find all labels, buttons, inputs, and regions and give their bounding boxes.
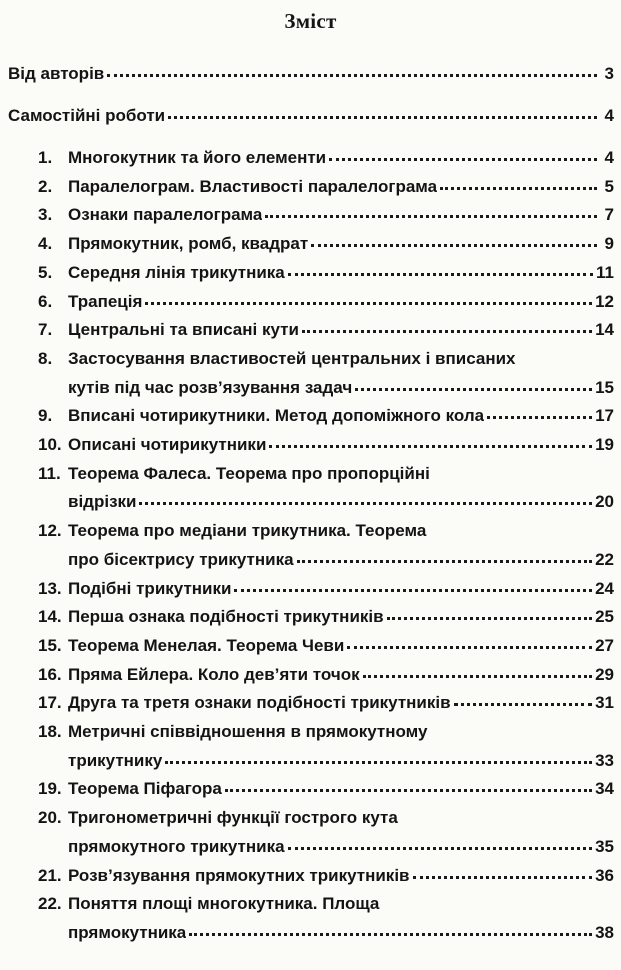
toc-entry[interactable]: [38, 148, 614, 168]
toc-entry[interactable]: [38, 263, 614, 283]
entry-number: 11.: [38, 463, 61, 483]
entry-title: Теорема Менелая. Теорема Чеви: [68, 635, 345, 655]
toc-entry[interactable]: [38, 234, 614, 254]
toc-entry[interactable]: [38, 177, 614, 197]
entry-page-number: 38: [595, 922, 614, 942]
entry-number: 3.: [38, 205, 53, 225]
dot-leader: [139, 502, 592, 505]
dot-leader: [189, 933, 592, 936]
dot-leader: [145, 302, 592, 305]
entry-page-number: 31: [595, 693, 614, 713]
entry-number: 13.: [38, 578, 62, 598]
entry-number: 10.: [38, 435, 62, 454]
toc-entry[interactable]: [8, 64, 614, 84]
entry-title: трикутнику: [68, 750, 163, 770]
entry-title: Прямокутник, ромб, квадрат: [68, 234, 309, 254]
entry-page-number: 20: [595, 492, 614, 512]
dot-leader: [311, 244, 597, 247]
toc-entry-first-line[interactable]: [38, 808, 398, 828]
dot-leader: [297, 560, 593, 563]
toc-entry[interactable]: [38, 693, 614, 713]
dot-leader: [454, 703, 593, 706]
entry-page-number: 29: [595, 664, 614, 684]
entry-title: Пряма Ейлера. Коло дев’яти точок: [68, 664, 360, 684]
dot-leader: [387, 617, 592, 620]
toc-entry-first-line[interactable]: [38, 521, 426, 541]
entry-page-number: 27: [595, 635, 614, 655]
entry-title: Метричні співвідношення в прямокутному: [68, 722, 428, 741]
entry-title: Вписані чотирикутники. Метод допоміжного кола: [68, 406, 485, 426]
toc-entry[interactable]: [38, 435, 614, 455]
toc-entry[interactable]: [38, 636, 614, 656]
entry-number: 20.: [38, 808, 62, 828]
toc-entry[interactable]: [8, 106, 614, 126]
entry-page-number: 3: [604, 64, 614, 83]
entry-number: 19.: [38, 779, 62, 799]
entry-number: 17.: [38, 693, 62, 713]
entry-page-number: 11: [596, 262, 614, 282]
entry-number: 2.: [38, 176, 53, 196]
toc-entry-first-line[interactable]: [38, 894, 379, 914]
entry-number: 1.: [38, 148, 53, 167]
entry-page-number: 4: [604, 106, 614, 125]
toc-entry[interactable]: [38, 292, 614, 312]
entry-number: 12.: [38, 521, 62, 541]
entry-number: 22.: [38, 894, 62, 914]
entry-page-number: 24: [595, 578, 614, 598]
entry-title: Розв’язування прямокутних трикутників: [68, 865, 410, 885]
entry-page-number: 19: [595, 435, 614, 454]
entry-title: Від авторів: [8, 64, 105, 83]
entry-page-number: 9: [604, 234, 614, 254]
toc-entry[interactable]: [38, 665, 614, 685]
entry-number: 14.: [38, 607, 62, 627]
entry-number: 8.: [38, 348, 53, 368]
toc-entry[interactable]: [38, 406, 614, 426]
toc-entry[interactable]: [38, 866, 614, 886]
dot-leader: [440, 187, 597, 190]
entry-title: Самостійні роботи: [8, 106, 166, 125]
entry-number: 5.: [38, 262, 53, 282]
entry-page-number: 5: [604, 176, 614, 196]
toc-entry[interactable]: [68, 492, 614, 512]
toc-entry[interactable]: [38, 205, 614, 225]
entry-page-number: 22: [595, 549, 614, 569]
dot-leader: [302, 330, 592, 333]
entry-title: Подібні трикутники: [68, 578, 232, 598]
entry-title: Описані чотирикутники: [68, 435, 267, 454]
entry-title: прямокутника: [68, 922, 187, 942]
entry-title: Многокутник та його елементи: [68, 148, 327, 167]
entry-number: 4.: [38, 234, 53, 254]
toc-entry[interactable]: [38, 320, 614, 340]
toc-entry[interactable]: [38, 579, 614, 599]
entry-title: прямокутного трикутника: [68, 836, 285, 856]
entry-title: Перша ознака подібності трикутників: [68, 607, 384, 627]
toc-entry[interactable]: [38, 607, 614, 627]
entry-number: 18.: [38, 722, 62, 741]
dot-leader: [269, 445, 592, 448]
toc-entry[interactable]: [68, 550, 614, 570]
entry-title: Центральні та вписані кути: [68, 320, 299, 340]
dot-leader: [288, 847, 593, 850]
entry-page-number: 36: [595, 865, 614, 885]
dot-leader: [107, 74, 597, 77]
dot-leader: [288, 273, 593, 276]
entry-title: про бісектрису трикутника: [68, 549, 294, 569]
entry-number: 7.: [38, 320, 53, 340]
dot-leader: [329, 158, 597, 161]
entry-number: 9.: [38, 406, 53, 426]
toc-entry[interactable]: [68, 378, 614, 398]
entry-title: Трапеція: [68, 291, 143, 311]
dot-leader: [168, 116, 597, 119]
entry-title: Друга та третя ознаки подібності трикутників: [68, 693, 451, 713]
toc-entry-first-line[interactable]: [38, 722, 427, 742]
entry-title: Ознаки паралелограма: [68, 205, 263, 225]
entry-page-number: 33: [595, 750, 614, 770]
entry-title: Теорема про медіани трикутника. Теорема: [68, 521, 427, 541]
entry-page-number: 17: [595, 406, 614, 426]
toc-entry-first-line[interactable]: [38, 349, 516, 369]
entry-number: 21.: [38, 865, 62, 885]
dot-leader: [413, 876, 593, 879]
dot-leader: [234, 589, 592, 592]
dot-leader: [265, 215, 597, 218]
dot-leader: [347, 646, 592, 649]
dot-leader: [363, 675, 592, 678]
entry-page-number: 35: [595, 836, 614, 856]
dot-leader: [355, 388, 592, 391]
dot-leader: [165, 761, 592, 764]
entry-page-number: 12: [595, 291, 614, 311]
entry-page-number: 25: [595, 607, 614, 627]
entry-title: Тригонометричні функції гострого кута: [68, 808, 398, 828]
dot-leader: [225, 789, 592, 792]
entry-title: відрізки: [68, 492, 137, 512]
toc-entry[interactable]: [68, 751, 614, 771]
toc-entry[interactable]: [68, 837, 614, 857]
entry-page-number: 15: [595, 377, 614, 397]
entry-title: Паралелограм. Властивості паралелограма: [68, 176, 438, 196]
entry-title: кутів під час розв’язування задач: [68, 377, 353, 397]
entry-number: 16.: [38, 664, 62, 684]
entry-title: Теорема Фалеса. Теорема про пропорційні: [68, 463, 430, 483]
entry-number: 6.: [38, 291, 53, 311]
entry-page-number: 7: [604, 205, 614, 225]
toc-entry[interactable]: [38, 779, 614, 799]
entry-page-number: 4: [604, 148, 614, 167]
entry-page-number: 14: [595, 320, 614, 340]
entry-title: Поняття площі многокутника. Площа: [68, 894, 380, 914]
entry-number: 15.: [38, 635, 62, 655]
entry-title: Застосування властивостей центральних і вписаних: [68, 348, 516, 368]
entry-title: Теорема Піфагора: [68, 779, 222, 799]
entry-title: Середня лінія трикутника: [68, 262, 285, 282]
toc-entry-first-line[interactable]: [38, 464, 430, 484]
dot-leader: [487, 416, 592, 419]
page-title: Зміст: [284, 9, 337, 33]
toc-entry[interactable]: [68, 923, 614, 943]
entry-page-number: 34: [595, 779, 614, 799]
